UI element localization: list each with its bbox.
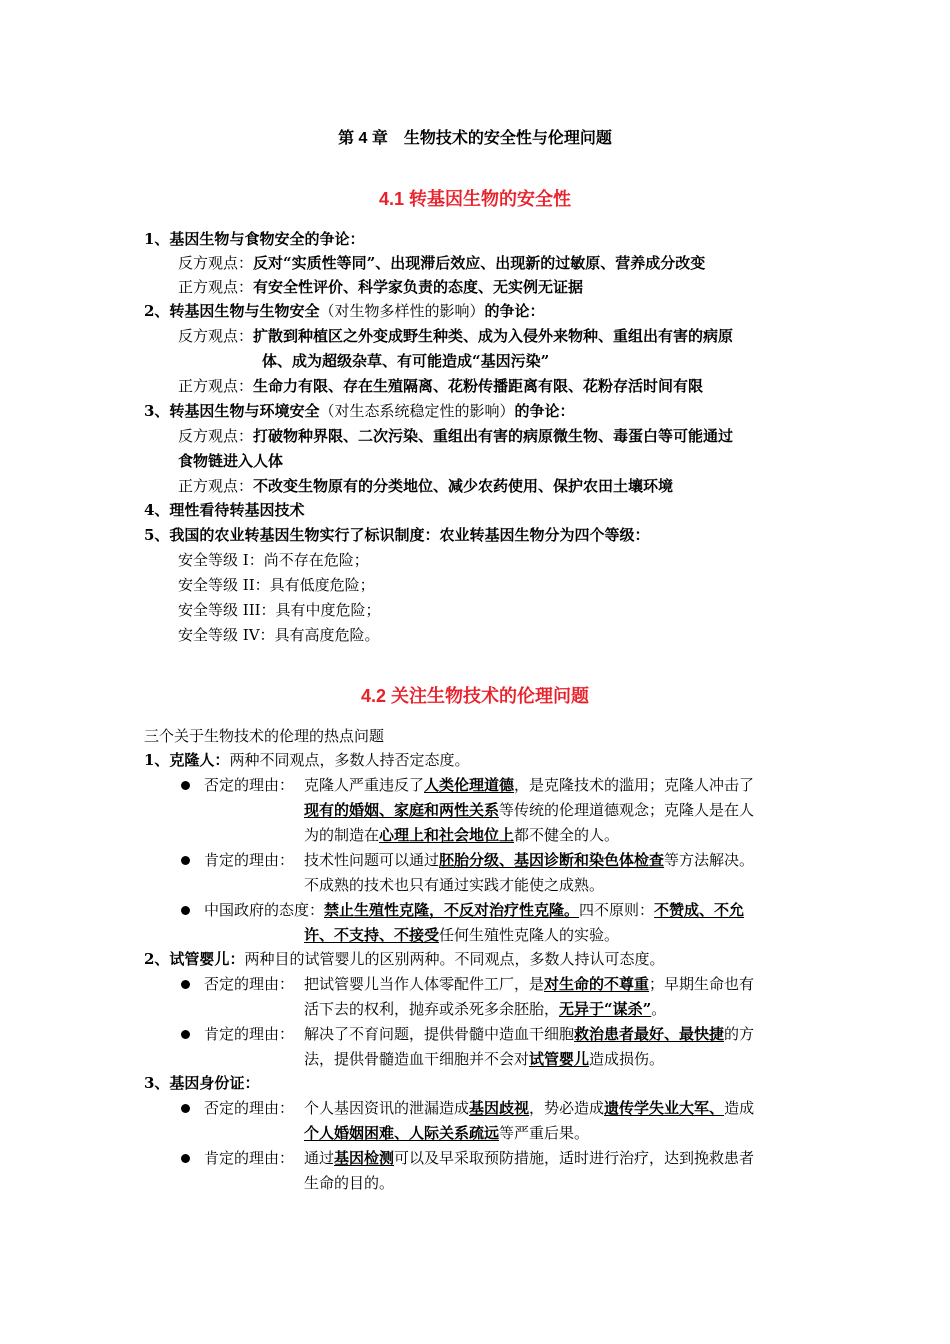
q1-pro-text: 有安全性评价、科学家负责的态度、无实例无证据	[253, 278, 584, 296]
q1-pro	[178, 276, 583, 298]
q3-con-text-1: 打破物种界限、二次污染、重组出有害的病原微生物、毒蛋白等可能通过	[253, 427, 734, 445]
safety-level-4: 安全等级 IV：具有高度危险。	[178, 626, 380, 644]
q2-con-label: 反方观点：	[178, 327, 254, 345]
key-term: 遗传学失业大军、	[604, 1099, 725, 1117]
text-run: 通过	[304, 1149, 335, 1167]
bullet-dot	[181, 781, 190, 790]
s2-intro: 三个关于生物技术的伦理的热点问题	[144, 727, 385, 745]
q2-con-text-1: 扩散到种植区之外变成野生种类、成为入侵外来物种、重组出有害的病原	[253, 327, 734, 345]
q2-heading-tail: 的争论：	[484, 302, 545, 320]
text-run: ；早期生命也有	[649, 975, 755, 993]
text-run: 等严重后果。	[499, 1124, 590, 1142]
ivf-heading-label: 2、试管婴儿：	[144, 950, 245, 968]
q1-pro-label: 正方观点：	[178, 278, 254, 296]
key-term: 胚胎分级、基因诊断和染色体检查	[439, 851, 665, 869]
bullet-dot	[181, 1030, 190, 1039]
clone-heading	[144, 749, 469, 771]
clone-neg-label: 否定的理由：	[204, 776, 295, 794]
text-run: 活下去的权利，抛弃或杀死多余胚胎，	[304, 1000, 560, 1018]
text-run: ，是克隆技术的滥用；克隆人冲击了	[514, 776, 755, 794]
clone-neg-line-3	[304, 824, 619, 846]
q2-heading	[144, 300, 544, 322]
q1-heading: 1、基因生物与食物安全的争论：	[144, 230, 365, 248]
key-term: 许、不支持、不接受	[304, 926, 440, 944]
q2-heading-main: 2、转基因生物与生物安全	[144, 302, 320, 320]
bullet-dot	[181, 1154, 190, 1163]
q1-con-text: 反对“实质性等同”、出现滞后效应、出现新的过敏原、营养成分改变	[253, 254, 706, 272]
text-run: 可以及早采取预防措施，适时进行治疗，达到挽救患者	[394, 1149, 755, 1167]
text-run: 解决了不育问题，提供骨髓中造血干细胞	[304, 1025, 575, 1043]
text-run: 等方法解决。	[664, 851, 755, 869]
key-term: 对生命的不尊重	[544, 975, 650, 993]
clone-gov-line-1	[204, 899, 744, 921]
q2-pro-text: 生命力有限、存在生殖隔离、花粉传播距离有限、花粉存活时间有限	[253, 377, 704, 395]
text-run: 任何生殖性克隆人的实验。	[439, 926, 620, 944]
ivf-neg-line-1	[304, 973, 754, 995]
key-term: 无异于“谋杀”	[559, 1000, 652, 1018]
gene-id-heading: 3、基因身份证：	[144, 1074, 260, 1092]
gene-pos-line-1	[304, 1147, 754, 1169]
bullet-dot	[181, 856, 190, 865]
safety-level-3: 安全等级 III：具有中度危险；	[178, 601, 381, 619]
q2-heading-note: （对生物多样性的影响）	[319, 302, 485, 320]
gene-pos-label: 肯定的理由：	[204, 1149, 295, 1167]
ivf-pos-line-1	[304, 1023, 754, 1045]
text-run: 四不原则：	[579, 901, 655, 919]
q1-con-label: 反方观点：	[178, 254, 254, 272]
key-term: 基因歧视	[469, 1099, 530, 1117]
clone-pos-line-2: 不成熟的技术也只有通过实践才能使之成熟。	[304, 876, 605, 894]
gene-neg-label: 否定的理由：	[204, 1099, 295, 1117]
ivf-pos-line-2	[304, 1048, 664, 1070]
q2-pro-label: 正方观点：	[178, 377, 254, 395]
q2-pro	[178, 375, 703, 397]
q4-heading: 4、理性看待转基因技术	[144, 501, 305, 519]
section-title-4-1: 4.1 转基因生物的安全性	[378, 189, 572, 209]
key-term: 不赞成、不允	[654, 901, 745, 919]
q3-con-label: 反方观点：	[178, 427, 254, 445]
ivf-heading-text: 两种目的试管婴儿的区别两种。不同观点，多数人持认可态度。	[244, 950, 665, 968]
q3-heading	[144, 400, 574, 422]
text-run: 法，提供骨髓造血干细胞并不会对	[304, 1050, 530, 1068]
gene-pos-line-2: 生命的目的。	[304, 1174, 395, 1192]
text-run: 造成损伤。	[589, 1050, 665, 1068]
clone-pos-label: 肯定的理由：	[204, 851, 295, 869]
clone-pos-line-1	[304, 849, 754, 871]
clone-heading-label: 1、克隆人：	[144, 751, 230, 769]
q3-heading-tail: 的争论：	[514, 402, 575, 420]
text-run: 都不健全的人。	[514, 826, 620, 844]
clone-neg-line-2	[304, 799, 754, 821]
text-run: 技术性问题可以通过	[304, 851, 440, 869]
text-run: 把试管婴儿当作人体零配件工厂，是	[304, 975, 545, 993]
bullet-dot	[181, 906, 190, 915]
text-run: 造成	[724, 1099, 755, 1117]
key-term: 试管婴儿	[529, 1050, 590, 1068]
clone-neg-line-1	[304, 774, 754, 796]
q3-heading-note: （对生态系统稳定性的影响）	[319, 402, 515, 420]
text-run: 克隆人严重违反了	[304, 776, 425, 794]
q3-pro	[178, 475, 673, 497]
safety-level-2: 安全等级 II：具有低度危险；	[178, 576, 375, 594]
ivf-neg-line-2	[304, 998, 666, 1020]
q3-con	[178, 425, 733, 447]
ivf-pos-label: 肯定的理由：	[204, 1025, 295, 1043]
key-term: 个人婚姻困难、人际关系疏远	[304, 1124, 500, 1142]
section-title-4-2: 4.2 关注生物技术的伦理问题	[360, 686, 590, 706]
text-run: 个人基因资讯的泄漏造成	[304, 1099, 470, 1117]
clone-gov-label: 中国政府的态度：	[204, 901, 325, 919]
bullet-dot	[181, 980, 190, 989]
q3-heading-main: 3、转基因生物与环境安全	[144, 402, 320, 420]
q3-pro-text: 不改变生物原有的分类地位、减少农药使用、保护农田土壤环境	[253, 477, 674, 495]
ivf-neg-label: 否定的理由：	[204, 975, 295, 993]
text-run: ，势必造成	[529, 1099, 605, 1117]
ivf-heading	[144, 948, 664, 970]
q2-con-text-2: 体、成为超级杂草、有可能造成“基因污染”	[262, 352, 550, 370]
q3-con-text-2: 食物链进入人体	[178, 452, 284, 470]
text-run: 的方	[724, 1025, 755, 1043]
q3-pro-label: 正方观点：	[178, 477, 254, 495]
gene-neg-line-2	[304, 1122, 589, 1144]
clone-heading-text: 两种不同观点，多数人持否定态度。	[229, 751, 470, 769]
key-term: 禁止生殖性克隆，不反对治疗性克隆。	[324, 901, 580, 919]
text-run: 为的制造在	[304, 826, 380, 844]
text-run: 等传统的伦理道德观念；克隆人是在人	[499, 801, 755, 819]
key-term: 基因检测	[334, 1149, 395, 1167]
gene-neg-line-1	[304, 1097, 754, 1119]
q5-heading: 5、我国的农业转基因生物实行了标识制度：农业转基因生物分为四个等级：	[144, 526, 650, 544]
key-term: 心理上和社会地位上	[379, 826, 515, 844]
text-run: 。	[651, 1000, 667, 1018]
q1-con	[178, 252, 705, 274]
clone-gov-line-2	[304, 924, 619, 946]
chapter-title: 第 4 章 生物技术的安全性与伦理问题	[338, 130, 612, 147]
key-term: 现有的婚姻、家庭和两性关系	[304, 801, 500, 819]
safety-level-1: 安全等级 I：尚不存在危险；	[178, 551, 369, 569]
bullet-dot	[181, 1104, 190, 1113]
q2-con	[178, 325, 733, 347]
key-term: 人类伦理道德	[424, 776, 515, 794]
key-term: 救治患者最好、最快捷	[574, 1025, 725, 1043]
